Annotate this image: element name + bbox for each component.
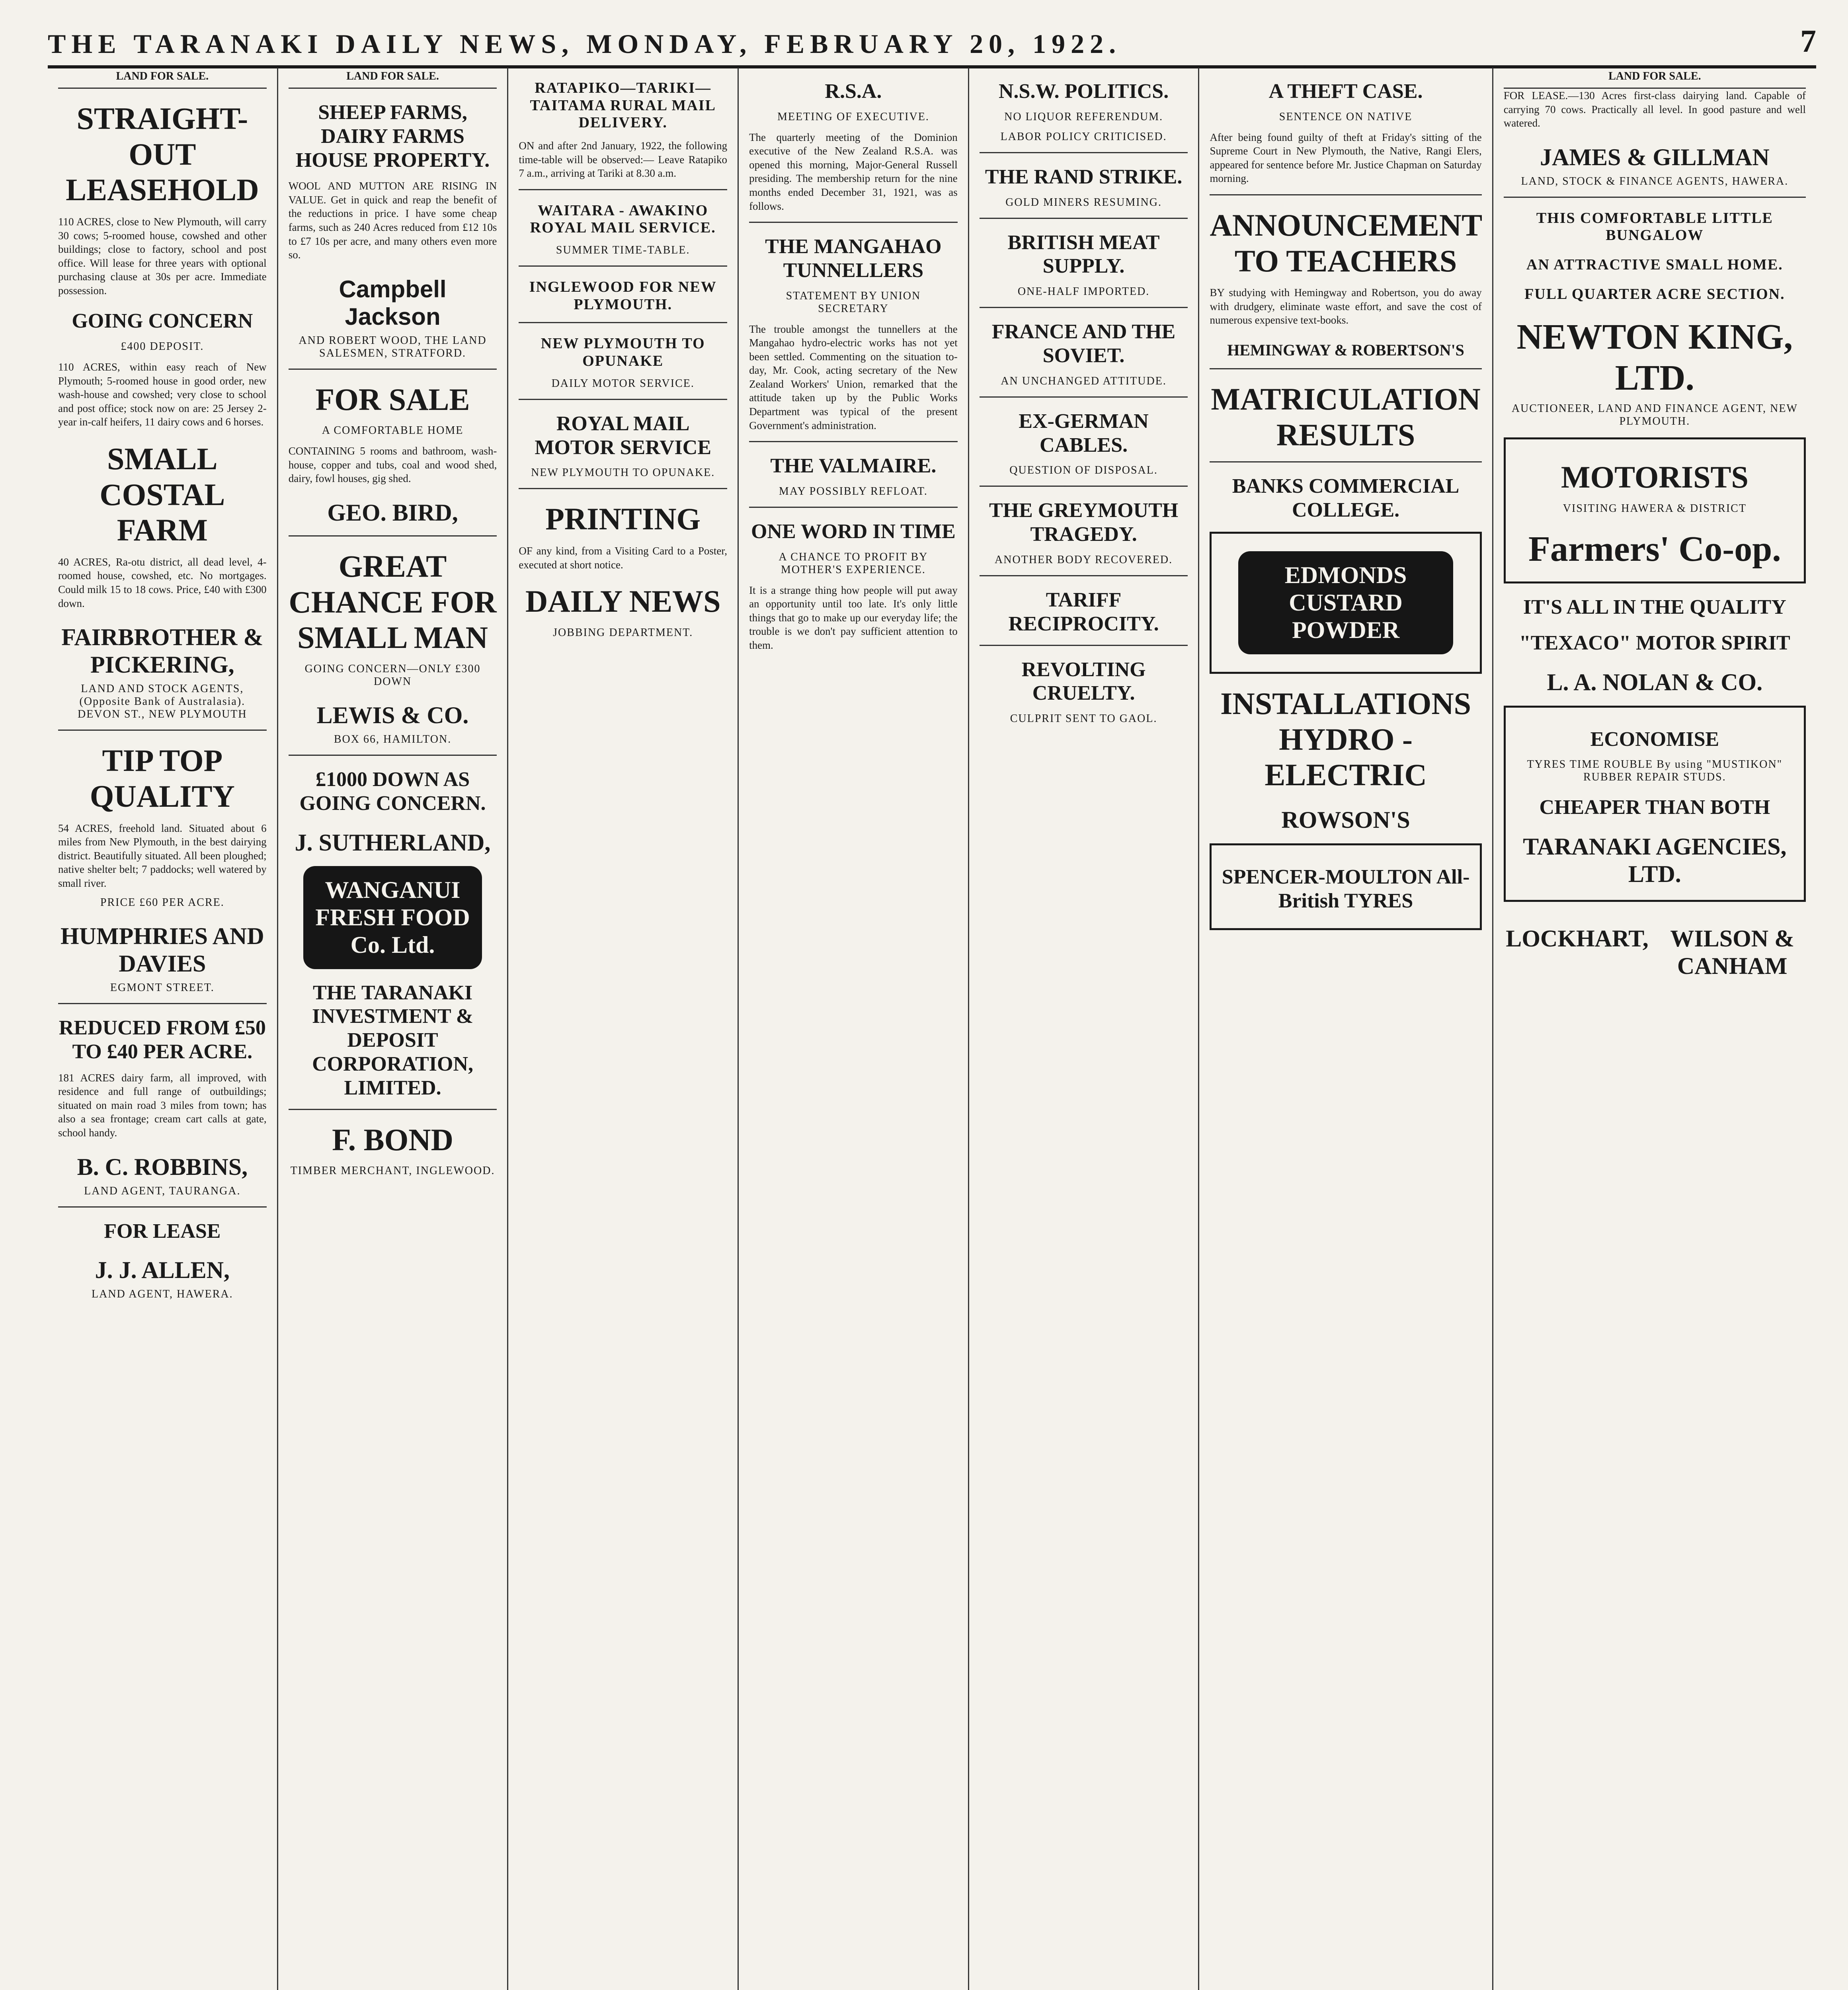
agent-name: J. SUTHERLAND, bbox=[295, 829, 491, 856]
headline: R.S.A. bbox=[825, 80, 882, 103]
ad-body: 40 ACRES, Ra-otu district, all dead level, 4-roomed house, cowshed, etc. No mortgages. Could milk 15 to 18 cows. Price, £40 with £300 down. bbox=[58, 556, 267, 609]
article-body: After being found guilty of theft at Friday's sitting of the Supreme Court in New Plymouth, the Native, Rangi Elers, appeared for sentence before Mr. Justice Chapman on Saturday morning. bbox=[1210, 131, 1482, 185]
agent-address: BOX 66, HAMILTON. bbox=[334, 733, 452, 746]
headline: DAILY NEWS bbox=[525, 584, 721, 619]
ad-body: BY studying with Hemingway and Robertson, you do away with drudgery, eliminate waste effort, and save the cost of numerous expensive text-books. bbox=[1210, 287, 1482, 326]
price: PRICE £60 PER ACRE. bbox=[100, 896, 224, 909]
headline: AN ATTRACTIVE SMALL HOME. bbox=[1526, 256, 1783, 273]
ad-body: OF any kind, from a Visiting Card to a Poster, executed at short notice. bbox=[519, 545, 728, 571]
subheading: NEW PLYMOUTH TO OPUNAKE. bbox=[531, 466, 715, 479]
headline: ROYAL MAIL MOTOR SERVICE bbox=[535, 412, 712, 459]
headline: PRINTING bbox=[545, 501, 701, 537]
subheading: GOING CONCERN—ONLY £300 DOWN bbox=[304, 663, 481, 688]
column-3 bbox=[508, 68, 739, 1990]
subheading: SENTENCE ON NATIVE bbox=[1279, 110, 1413, 123]
headline: BANKS COMMERCIAL COLLEGE. bbox=[1232, 475, 1460, 522]
headline: THE TARANAKI INVESTMENT & DEPOSIT CORPORATION, LIMITED. bbox=[312, 981, 474, 1099]
agent-name: LEWIS & CO. bbox=[316, 702, 469, 729]
agent-name: TARANAKI AGENCIES, LTD. bbox=[1523, 833, 1787, 888]
headline: BRITISH MEAT SUPPLY. bbox=[1007, 231, 1160, 278]
agent-address: LAND AGENT, HAWERA. bbox=[92, 1288, 233, 1301]
headline: CHEAPER THAN BOTH bbox=[1539, 796, 1770, 819]
headline: IT'S ALL IN THE QUALITY bbox=[1523, 596, 1786, 619]
agent-address: LAND AND STOCK AGENTS, (Opposite Bank of Australasia). DEVON ST., NEW PLYMOUTH bbox=[78, 683, 247, 721]
headline: MATRICULATION RESULTS bbox=[1211, 382, 1481, 452]
headline: ANNOUNCEMENT TO TEACHERS bbox=[1210, 207, 1483, 278]
headline: F. BOND bbox=[332, 1122, 453, 1157]
subheading: TIMBER MERCHANT, INGLEWOOD. bbox=[290, 1165, 495, 1177]
headline: REVOLTING CRUELTY. bbox=[1021, 658, 1146, 705]
headline: THE RAND STRIKE. bbox=[985, 165, 1183, 188]
headline: ECONOMISE bbox=[1590, 728, 1719, 751]
subheading: VISITING HAWERA & DISTRICT bbox=[1563, 502, 1747, 515]
headline: NEW PLYMOUTH TO OPUNAKE bbox=[541, 335, 705, 370]
headline: INSTALLATIONS HYDRO - ELECTRIC bbox=[1220, 686, 1471, 792]
subheading: DAILY MOTOR SERVICE. bbox=[551, 377, 695, 390]
masthead-title: THE TARANAKI DAILY NEWS, MONDAY, FEBRUARY 20, 1922. bbox=[48, 29, 1122, 59]
agent-name: FAIRBROTHER & PICKERING, bbox=[61, 624, 263, 678]
agent-name: NEWTON KING, LTD. bbox=[1516, 317, 1793, 398]
ad-body: 181 ACRES dairy farm, all improved, with residence and full range of outbuildings; situated on main road 3 miles from town; has also a sea frontage; cream cart calls at gate, school handy. bbox=[58, 1071, 267, 1139]
article-body: The quarterly meeting of the Dominion executive of the New Zealand R.S.A. was opened this morning, Major-General Russell presiding. The membership return for the nine months ended December 31, 1921, was as follows. bbox=[749, 131, 958, 212]
headline: N.S.W. POLITICS. bbox=[998, 80, 1169, 103]
headline: TARIFF RECIPROCITY. bbox=[1008, 588, 1159, 635]
subheading: £400 DEPOSIT. bbox=[121, 340, 204, 353]
page-number: 7 bbox=[1800, 24, 1816, 59]
headline: FOR LEASE bbox=[104, 1219, 221, 1243]
agent-name: J. J. ALLEN, bbox=[95, 1257, 230, 1284]
ad-text: SPENCER-MOULTON All-British TYRES bbox=[1222, 866, 1470, 912]
edmonds-ad bbox=[1210, 532, 1481, 674]
headline: FOR SALE bbox=[315, 382, 470, 417]
ad-body: ON and after 2nd January, 1922, the following time-table will be observed:— Leave Ratapiko 7 a.m., arriving at Tariki at 8.30 a.m. bbox=[519, 140, 728, 179]
headline: REDUCED FROM £50 TO £40 PER ACRE. bbox=[59, 1016, 266, 1063]
agent-name: WILSON & CANHAM bbox=[1670, 925, 1795, 979]
headline: THE MANGAHAO TUNNELLERS bbox=[765, 235, 942, 282]
headline: GOING CONCERN bbox=[72, 310, 253, 333]
agent-address: AND ROBERT WOOD, THE LAND SALESMEN, STRATFORD. bbox=[299, 334, 487, 359]
subheading: NO LIQUOR REFERENDUM. bbox=[1004, 110, 1163, 123]
headline: THIS COMFORTABLE LITTLE BUNGALOW bbox=[1536, 209, 1773, 244]
subheading: A CHANCE TO PROFIT BY MOTHER'S EXPERIENCE. bbox=[779, 550, 928, 576]
section-tag: LAND FOR SALE. bbox=[289, 68, 497, 89]
masthead bbox=[48, 16, 1816, 68]
subheading: A COMFORTABLE HOME bbox=[322, 424, 464, 437]
agent-address: AUCTIONEER, LAND AND FINANCE AGENT, NEW PLYMOUTH. bbox=[1511, 402, 1798, 428]
article-body: It is a strange thing how people will put away an opportunity until too late. It's only little things that go to make up our everyday life; the trouble is we don't pay sufficient attention to them. bbox=[749, 584, 958, 651]
agent-name: GEO. BIRD, bbox=[327, 499, 458, 526]
headline: FULL QUARTER ACRE SECTION. bbox=[1524, 285, 1785, 302]
headline: TIP TOP QUALITY bbox=[90, 743, 235, 814]
article-body: The trouble amongst the tunnellers at the Mangahao hydro-electric works has not yet been settled. Commenting on the situation to-day, Mr. Cook, acting secretary of the New Zealand Workers' Union, remarked that the attitude taken up by the Public Works Department was typical of the present Government's administration. bbox=[749, 323, 958, 431]
ad-body: WOOL AND MUTTON ARE RISING IN VALUE. Get in quick and reap the benefit of the reductions in price. I have some cheap farms, such as 240 Acres reduced from £12 10s to £7 10s per acre, and many others even more so. bbox=[288, 180, 497, 261]
column-6 bbox=[1199, 68, 1493, 1990]
motorists-ad bbox=[1504, 437, 1806, 583]
subheading: LABOR POLICY CRITICISED. bbox=[1000, 130, 1167, 143]
wanganui-logo: WANGANUI FRESH FOOD Co. Ltd. bbox=[303, 866, 482, 969]
headline: INGLEWOOD FOR NEW PLYMOUTH. bbox=[529, 279, 717, 313]
ad-body: 110 ACRES, within easy reach of New Plymouth; 5-roomed house in good order, new wash-house and cowshed; very close to school and post office; stock now on are: 25 Jersey 2-year in-calf heifers, 11 dairy cows and 6 horses. bbox=[58, 361, 267, 428]
column-2 bbox=[278, 68, 509, 1990]
agent-address: LAND, STOCK & FINANCE AGENTS, HAWERA. bbox=[1521, 175, 1789, 187]
subheading: MAY POSSIBLY REFLOAT. bbox=[779, 485, 928, 498]
spencer-moulton-ad bbox=[1210, 843, 1481, 930]
agent-name: ROWSON'S bbox=[1281, 807, 1410, 833]
headline: SMALL COSTAL FARM bbox=[100, 441, 225, 548]
subheading: SUMMER TIME-TABLE. bbox=[556, 244, 690, 257]
section-tag: LAND FOR SALE. bbox=[58, 68, 267, 89]
ad-body: 110 ACRES, close to New Plymouth, will carry 30 cows; 5-roomed house, cowshed and other buildings; close to factory, school and post office. Will lease for three years with optional purchasing clause at 30s per acre. Immediate possession. bbox=[58, 216, 267, 297]
headline: "TEXACO" MOTOR SPIRIT bbox=[1519, 631, 1790, 654]
agent-name: JAMES & GILLMAN bbox=[1540, 144, 1770, 170]
headline: WAITARA - AWAKINO ROYAL MAIL SERVICE. bbox=[530, 202, 716, 236]
headline: SHEEP FARMS, DAIRY FARMS HOUSE PROPERTY. bbox=[295, 101, 490, 172]
column-4 bbox=[739, 68, 969, 1990]
ad-body: 54 ACRES, freehold land. Situated about 6 miles from New Plymouth, in the best dairying district. Beautifully situated. All been ploughed; native shelter belt; 7 paddocks; well watered by small river. bbox=[58, 822, 267, 889]
headline: STRAIGHT-OUT LEASEHOLD bbox=[66, 101, 259, 207]
headline: THE VALMAIRE. bbox=[770, 455, 937, 478]
agent-name: Farmers' Co-op. bbox=[1528, 529, 1781, 569]
subheading: STATEMENT BY UNION SECRETARY bbox=[786, 289, 921, 315]
headline: ONE WORD IN TIME bbox=[751, 520, 956, 543]
headline: EX-GERMAN CABLES. bbox=[1019, 410, 1149, 457]
column-7 bbox=[1493, 68, 1816, 1990]
subheading: MEETING OF EXECUTIVE. bbox=[777, 110, 929, 123]
subheading: TYRES TIME ROUBLE By using "MUSTIKON" RUBBER REPAIR STUDS. bbox=[1527, 758, 1783, 784]
agent-name: L. A. NOLAN & CO. bbox=[1547, 669, 1763, 695]
subheading: ANOTHER BODY RECOVERED. bbox=[995, 553, 1173, 566]
headline: THE GREYMOUTH TRAGEDY. bbox=[989, 499, 1179, 546]
headline: GREAT CHANCE FOR SMALL MAN bbox=[289, 549, 497, 655]
agent-name: B. C. ROBBINS, bbox=[77, 1153, 248, 1180]
headline: MOTORISTS bbox=[1561, 460, 1748, 495]
agent-address: LAND AGENT, TAURANGA. bbox=[84, 1184, 241, 1197]
column-5 bbox=[969, 68, 1200, 1990]
subheading: QUESTION OF DISPOSAL. bbox=[1009, 464, 1158, 477]
agent-name: LOCKHART, bbox=[1506, 925, 1649, 952]
subheading: CULPRIT SENT TO GAOL. bbox=[1010, 712, 1157, 725]
economise-ad bbox=[1504, 706, 1806, 902]
headline: FRANCE AND THE SOVIET. bbox=[991, 320, 1176, 367]
agent-name: HEMINGWAY & ROBERTSON'S bbox=[1227, 341, 1464, 359]
agent-name: Campbell Jackson bbox=[339, 275, 447, 330]
subheading: GOLD MINERS RESUMING. bbox=[1005, 196, 1162, 209]
edmonds-logo: EDMONDS CUSTARD POWDER bbox=[1238, 551, 1453, 654]
subheading: JOBBING DEPARTMENT. bbox=[553, 626, 693, 639]
headline: A THEFT CASE. bbox=[1268, 80, 1423, 103]
section-tag: LAND FOR SALE. bbox=[1504, 68, 1806, 89]
subheading: AN UNCHANGED ATTITUDE. bbox=[1001, 375, 1167, 387]
ad-body: FOR LEASE.—130 Acres first-class dairying land. Capable of carrying 70 cows. Practically all level. In good pasture and well watered. bbox=[1503, 90, 1806, 129]
agent-name: HUMPHRIES AND DAVIES bbox=[60, 923, 264, 977]
column-1 bbox=[48, 68, 278, 1990]
subheading: ONE-HALF IMPORTED. bbox=[1017, 285, 1150, 298]
agent-address: EGMONT STREET. bbox=[110, 981, 215, 994]
ad-body: CONTAINING 5 rooms and bathroom, wash-house, copper and tubs, coal and wood shed, dairy, fowl houses, gig shed. bbox=[288, 445, 497, 485]
headline: £1000 DOWN AS GOING CONCERN. bbox=[299, 768, 486, 815]
columns bbox=[48, 68, 1816, 1990]
headline: RATAPIKO—TARIKI—TAITAMA RURAL MAIL DELIVERY. bbox=[530, 80, 716, 131]
